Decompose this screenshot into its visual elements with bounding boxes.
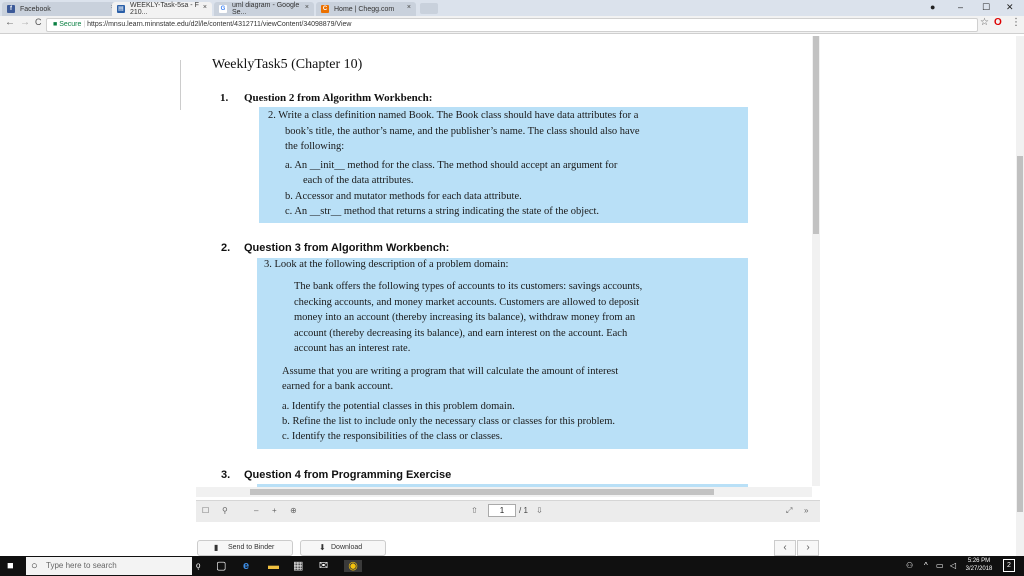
download-button[interactable] <box>300 540 386 556</box>
q1-number: 1. <box>220 92 229 104</box>
q2-line: account has an interest rate. <box>294 343 411 354</box>
minimize-button[interactable]: – <box>958 2 964 12</box>
tab-weekly-task[interactable] <box>112 2 212 16</box>
page-total: / 1 <box>519 506 528 515</box>
new-tab-button[interactable] <box>420 3 438 14</box>
more-tools-icon[interactable]: » <box>804 506 809 515</box>
q2-line: c. Identify the responsibilities of the class or classes. <box>282 431 503 442</box>
tab-label: uml diagram - Google Se... <box>232 2 300 16</box>
extension-icon[interactable]: O <box>994 17 1002 28</box>
network-icon[interactable]: ▭ <box>936 561 944 570</box>
people-icon[interactable]: ⚇ <box>906 561 914 570</box>
page-margin-marker <box>180 60 186 110</box>
download-label: Download <box>331 544 363 551</box>
previous-page-icon[interactable]: ⇧ <box>471 506 478 515</box>
chegg-icon: C <box>322 6 328 12</box>
notification-center-icon[interactable]: 2 <box>1003 559 1015 572</box>
q1-heading: Question 2 from Algorithm Workbench: <box>244 92 433 104</box>
reload-button[interactable]: C <box>35 17 42 27</box>
q1-line: 2. Write a class definition named Book. The Book class should have data attributes for a <box>268 110 639 121</box>
google-icon: G <box>220 6 226 12</box>
send-to-binder-label: Send to Binder <box>228 544 275 551</box>
q2-line: earned for a bank account. <box>282 381 394 392</box>
q3-number: 3. <box>221 469 231 481</box>
microphone-icon[interactable]: ǫ <box>196 561 201 570</box>
page-number-input[interactable]: 1 <box>488 504 516 517</box>
clock-time: 5:26 PM <box>967 558 991 564</box>
facebook-icon: f <box>7 5 15 13</box>
search-placeholder: Type here to search <box>46 561 117 570</box>
profile-icon[interactable]: ● <box>930 2 936 12</box>
q2-line: The bank offers the following types of accounts to its customers: savings accounts, <box>294 281 643 292</box>
taskbar-search-input[interactable] <box>26 557 192 575</box>
clock[interactable] <box>962 557 996 573</box>
secure-label: Secure <box>59 21 82 28</box>
chrome-icon[interactable]: ◉ <box>344 560 362 572</box>
q3-heading: Question 4 from Programming Exercise <box>244 469 452 481</box>
edge-icon[interactable]: e <box>243 560 250 572</box>
viewer-scroll-thumb[interactable] <box>813 36 819 234</box>
fullscreen-icon[interactable]: ⤢ <box>786 506 793 515</box>
q2-line: money into an account (thereby increasing its balance), withdraw money from an <box>294 312 636 323</box>
horizontal-scroll-thumb[interactable] <box>250 489 714 495</box>
url-text: https://mnsu.learn.minnstate.edu/d2l/le/content/4312711/viewContent/34098879/View <box>87 21 352 28</box>
cortana-icon: ○ <box>31 560 38 572</box>
page-scroll-thumb[interactable] <box>1017 156 1023 512</box>
windows-start-icon[interactable]: ■ <box>7 560 14 572</box>
tab-close-icon[interactable]: × <box>406 4 411 11</box>
volume-icon[interactable]: ◁ <box>950 561 957 570</box>
address-bar-row <box>0 16 1024 34</box>
forward-button[interactable]: → <box>20 17 30 28</box>
tray-chevron-icon[interactable]: ^ <box>924 561 928 570</box>
next-page-icon[interactable]: ⇩ <box>536 506 543 515</box>
close-window-button[interactable]: ✕ <box>1006 2 1014 12</box>
zoom-in-button[interactable]: + <box>272 506 277 515</box>
document-title: WeeklyTask5 (Chapter 10) <box>212 57 363 72</box>
q1-line: the following: <box>285 141 345 152</box>
q2-line: b. Refine the list to include only the necessary class or classes for this problem. <box>282 416 616 427</box>
q1-line: a. An __init__ method for the class. The method should accept an argument for <box>285 160 618 171</box>
clock-date: 3/27/2018 <box>965 566 993 572</box>
q1-line: book’s title, the author’s name, and the publisher’s name. The class should also have <box>285 126 640 137</box>
q2-line: Assume that you are writing a program that will calculate the amount of interest <box>282 366 619 377</box>
tab-close-icon[interactable]: × <box>202 4 207 11</box>
download-icon: ⬇ <box>319 543 326 552</box>
q2-line: 3. Look at the following description of a problem domain: <box>264 259 509 270</box>
sidebar-toggle-icon[interactable]: ☐ <box>202 506 210 515</box>
maximize-button[interactable]: ☐ <box>982 2 991 12</box>
q1-line: c. An __str__ method that returns a string indicating the state of the object. <box>285 206 600 217</box>
q1-line: b. Accessor and mutator methods for each data attribute. <box>285 191 522 202</box>
task-view-icon[interactable]: ▢ <box>216 560 227 572</box>
store-icon[interactable]: ▦ <box>293 560 304 572</box>
search-icon[interactable]: ⚲ <box>222 506 228 515</box>
zoom-out-button[interactable]: – <box>254 506 259 515</box>
q2-number: 2. <box>221 242 231 254</box>
tab-facebook[interactable] <box>2 2 120 16</box>
q1-line: each of the data attributes. <box>303 175 414 186</box>
binder-icon: ▮ <box>214 543 219 552</box>
tab-close-icon[interactable]: × <box>304 4 309 11</box>
tab-label: WEEKLY-Task-5sa - F 210... <box>130 2 199 16</box>
tab-strip <box>0 0 1024 16</box>
previous-topic-button[interactable]: ‹ <box>774 540 796 556</box>
file-explorer-icon[interactable]: ▬ <box>268 560 279 572</box>
next-topic-button[interactable]: › <box>797 540 819 556</box>
q2-line: account (thereby decreasing its balance), and earn interest on the account. Each <box>294 328 628 339</box>
tab-label: Home | Chegg.com <box>334 5 395 13</box>
tab-chegg[interactable] <box>316 2 416 16</box>
document-icon: ▤ <box>118 6 124 12</box>
q2-heading: Question 3 from Algorithm Workbench: <box>244 242 450 254</box>
send-to-binder-button[interactable] <box>197 540 293 556</box>
tab-google-search[interactable] <box>214 2 314 16</box>
browser-menu-icon[interactable]: ⋮ <box>1011 17 1021 28</box>
zoom-mode-icon[interactable]: ⊕ <box>290 506 297 515</box>
tab-label: Facebook <box>20 5 51 13</box>
bookmark-star-icon[interactable]: ☆ <box>980 17 989 28</box>
url-input[interactable]: ■ Secure | https://mnsu.learn.minnstate.edu/d2l/le/content/4312711/viewContent/34098879/View <box>46 18 978 32</box>
mail-icon[interactable]: ✉ <box>319 560 329 572</box>
back-button[interactable]: ← <box>5 17 15 28</box>
q2-line: checking accounts, and money market accounts. Customers are allowed to deposit <box>294 297 640 308</box>
q2-line: a. Identify the potential classes in this problem domain. <box>282 401 515 412</box>
lock-icon: ■ <box>53 21 58 28</box>
